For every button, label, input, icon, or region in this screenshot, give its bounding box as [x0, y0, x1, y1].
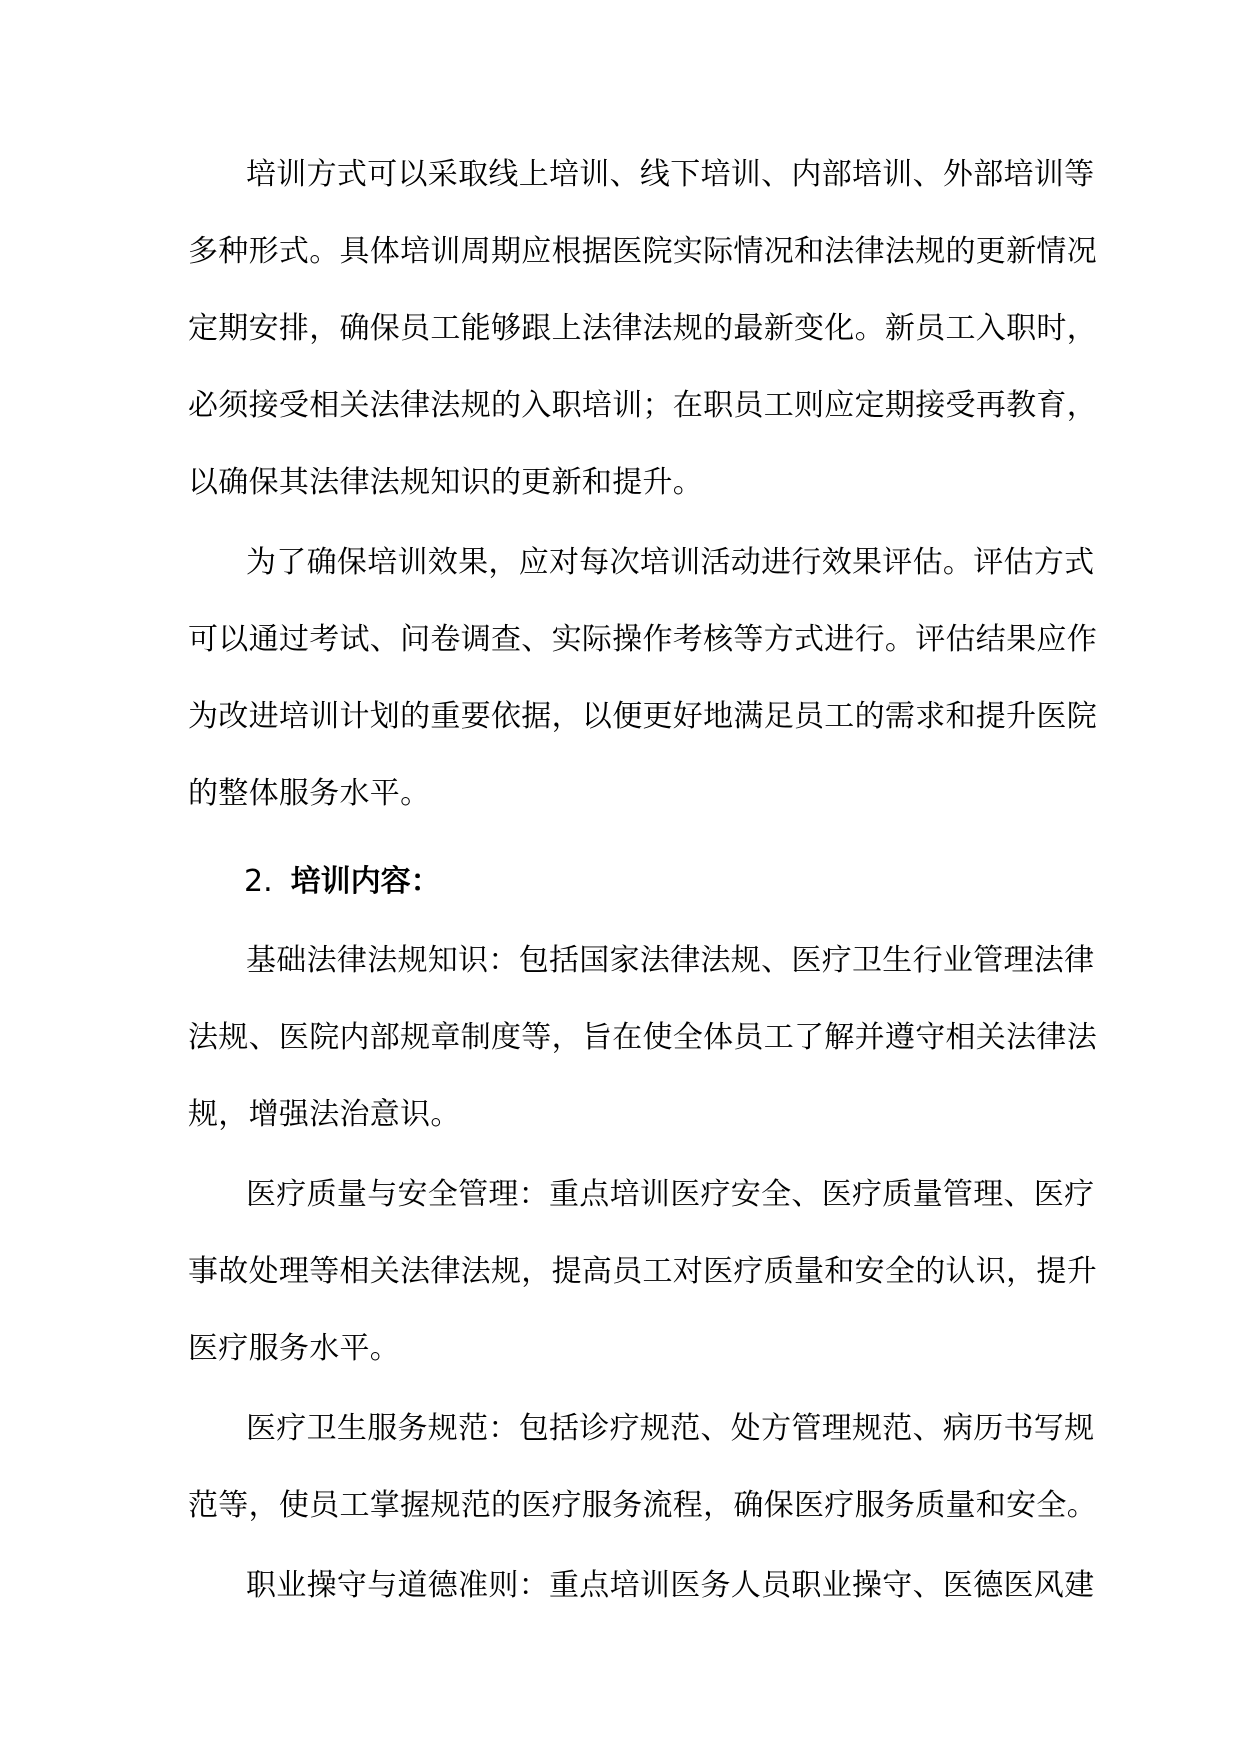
- text-line: 规，增强法治意识。: [188, 1097, 461, 1132]
- paragraph-service-norms: [188, 1396, 1097, 1553]
- text-line: 事故处理等相关法律法规，提高员工对医疗质量和安全的认识，提升: [188, 1254, 1097, 1289]
- paragraph-basic-laws: [188, 928, 1097, 1162]
- paragraph-training-methods: [188, 142, 1097, 530]
- document-body: [188, 142, 1097, 838]
- text-line: 医疗质量与安全管理：重点培训医疗安全、医疗质量管理、医疗: [246, 1177, 1095, 1212]
- paragraph-professional-ethics: [188, 1553, 1095, 1630]
- text-line: 培训方式可以采取线上培训、线下培训、内部培训、外部培训等: [246, 157, 1095, 192]
- text-line: 为改进培训计划的重要依据，以便更好地满足员工的需求和提升医院: [188, 699, 1097, 734]
- text-line: 医疗服务水平。: [188, 1331, 401, 1366]
- text-line: 法规、医院内部规章制度等，旨在使全体员工了解并遵守相关法律法: [188, 1020, 1097, 1055]
- section-training-content: [188, 928, 1097, 1630]
- text-line: 为了确保培训效果，应对每次培训活动进行效果评估。评估方式: [246, 545, 1095, 580]
- section-number: 2.: [244, 864, 273, 899]
- text-line: 范等，使员工掌握规范的医疗服务流程，确保医疗服务质量和安全。: [188, 1488, 1097, 1523]
- section-title: 培训内容：: [290, 864, 441, 899]
- paragraph-quality-safety: [188, 1162, 1097, 1396]
- text-line: 可以通过考试、问卷调查、实际操作考核等方式进行。评估结果应作: [188, 622, 1097, 657]
- text-line: 医疗卫生服务规范：包括诊疗规范、处方管理规范、病历书写规: [246, 1411, 1095, 1446]
- paragraph-training-evaluation: [188, 530, 1097, 838]
- text-line: 以确保其法律法规知识的更新和提升。: [188, 465, 704, 500]
- text-line: 基础法律法规知识：包括国家法律法规、医疗卫生行业管理法律: [246, 943, 1095, 978]
- text-line: 的整体服务水平。: [188, 776, 431, 811]
- text-line: 职业操守与道德准则：重点培训医务人员职业操守、医德医风建: [246, 1568, 1095, 1603]
- text-line: 多种形式。具体培训周期应根据医院实际情况和法律法规的更新情况: [188, 234, 1097, 269]
- text-line: 定期安排，确保员工能够跟上法律法规的最新变化。新员工入职时，: [188, 311, 1097, 346]
- section-heading: [244, 862, 441, 902]
- text-line: 必须接受相关法律法规的入职培训；在职员工则应定期接受再教育，: [188, 388, 1097, 423]
